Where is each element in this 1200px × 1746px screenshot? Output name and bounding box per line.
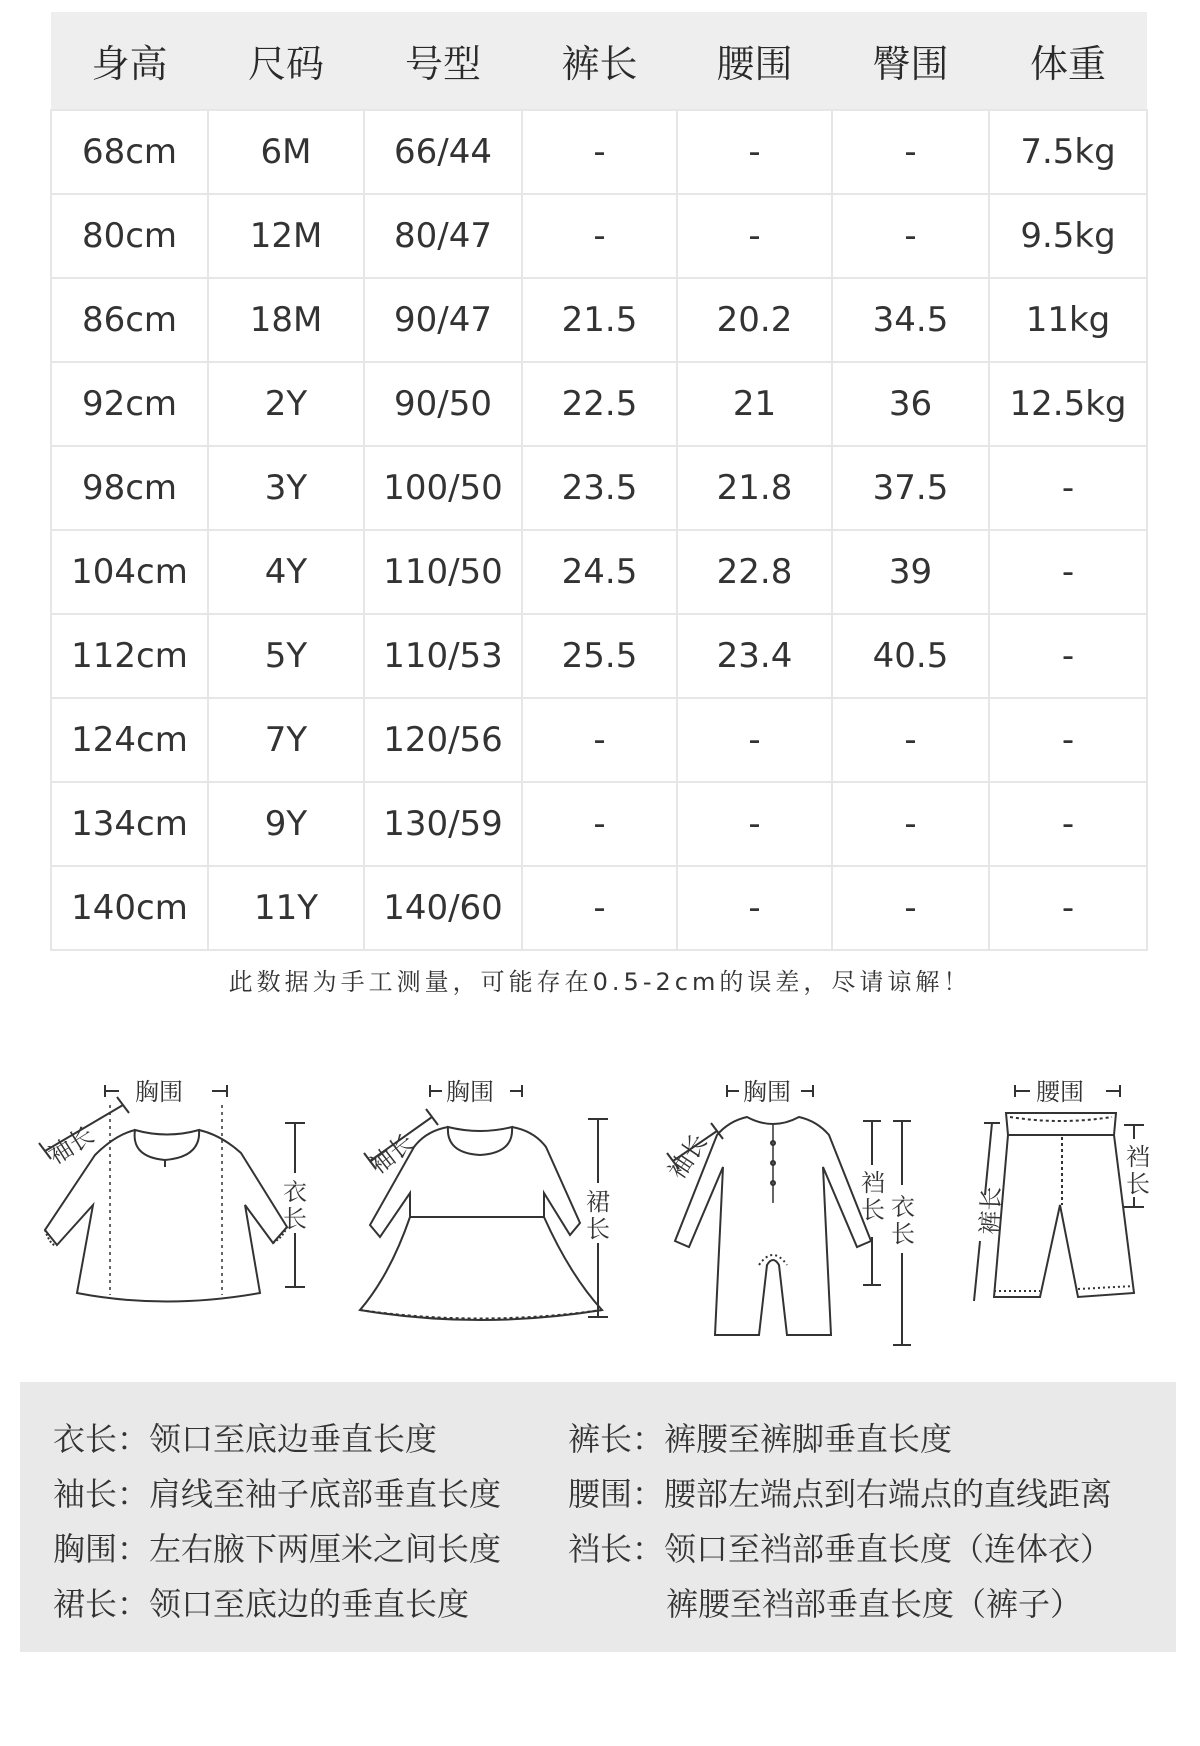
table-cell: 134cm [51, 782, 208, 866]
pants-length-label: 裤长 [976, 1186, 1006, 1236]
table-cell: 20.2 [677, 278, 832, 362]
table-cell: 12.5kg [989, 362, 1147, 446]
table-cell: 124cm [51, 698, 208, 782]
table-cell: - [989, 614, 1147, 698]
dress-length-label-b: 长 [586, 1215, 610, 1243]
table-cell: 36 [832, 362, 989, 446]
table-cell: 40.5 [832, 614, 989, 698]
table-cell: - [522, 782, 677, 866]
table-cell: - [832, 866, 989, 950]
table-row [51, 698, 1147, 782]
table-row [51, 362, 1147, 446]
table-cell: - [989, 782, 1147, 866]
table-cell: 110/50 [364, 530, 522, 614]
shirt-length-label-b: 长 [283, 1205, 307, 1233]
table-cell: - [832, 698, 989, 782]
table-cell: 6M [208, 110, 364, 194]
header-weight: 体重 [989, 12, 1147, 110]
shirt-chest-label: 胸围 [135, 1078, 183, 1106]
table-cell: 140/60 [364, 866, 522, 950]
romper-length-label-a: 衣 [891, 1193, 915, 1221]
table-cell: 39 [832, 530, 989, 614]
table-cell: 23.4 [677, 614, 832, 698]
table-cell: - [989, 698, 1147, 782]
table-cell: - [832, 110, 989, 194]
table-cell: 7Y [208, 698, 364, 782]
table-cell: - [989, 446, 1147, 530]
romper-length-label-b: 长 [891, 1220, 915, 1248]
legend-item-top-length: 衣长：领口至底边垂直长度 [53, 1420, 438, 1458]
pants-waist-label: 腰围 [1036, 1078, 1084, 1106]
table-row [51, 782, 1147, 866]
table-cell: 25.5 [522, 614, 677, 698]
table-row [51, 278, 1147, 362]
table-cell: 3Y [208, 446, 364, 530]
legend-item-crotch: 裆长：领口至裆部垂直长度（连体衣） [568, 1530, 1113, 1568]
table-cell: 12M [208, 194, 364, 278]
table-cell: 21.5 [522, 278, 677, 362]
header-pants-length: 裤长 [522, 12, 677, 110]
measurement-legend [20, 1382, 1176, 1652]
table-cell: - [989, 866, 1147, 950]
pants-crotch-label-b: 长 [1126, 1170, 1150, 1198]
table-cell: 11kg [989, 278, 1147, 362]
table-cell: 22.8 [677, 530, 832, 614]
table-row [51, 866, 1147, 950]
table-cell: 68cm [51, 110, 208, 194]
dress-sleeve-label: 袖长 [364, 1128, 420, 1180]
header-height: 身高 [51, 12, 208, 110]
table-cell: 92cm [51, 362, 208, 446]
table-cell: 104cm [51, 530, 208, 614]
dress-length-label-a: 裙 [586, 1188, 610, 1216]
romper-sleeve-label: 袖长 [662, 1128, 713, 1185]
table-cell: 18M [208, 278, 364, 362]
legend-item-crotch-pants: 裤腰至裆部垂直长度（裤子） [666, 1585, 1083, 1623]
table-row [51, 110, 1147, 194]
table-cell: - [677, 698, 832, 782]
table-cell: 34.5 [832, 278, 989, 362]
table-cell: - [832, 782, 989, 866]
pants-diagram [950, 1065, 1180, 1335]
table-cell: 7.5kg [989, 110, 1147, 194]
table-cell: - [677, 782, 832, 866]
table-cell: - [989, 530, 1147, 614]
table-row [51, 446, 1147, 530]
legend-item-sleeve: 袖长：肩线至袖子底部垂直长度 [53, 1475, 502, 1513]
table-row [51, 194, 1147, 278]
table-cell: - [522, 110, 677, 194]
header-waist: 腰围 [677, 12, 832, 110]
table-cell: 5Y [208, 614, 364, 698]
table-cell: 23.5 [522, 446, 677, 530]
table-cell: - [522, 194, 677, 278]
table-cell: 140cm [51, 866, 208, 950]
table-body [51, 110, 1147, 950]
table-header-row [51, 12, 1147, 110]
legend-left-column [53, 1414, 501, 1634]
table-row [51, 530, 1147, 614]
legend-item-skirt-length: 裙长：领口至底边的垂直长度 [53, 1585, 470, 1623]
table-cell: 100/50 [364, 446, 522, 530]
shirt-length-label-a: 衣 [283, 1178, 307, 1206]
shirt-sleeve-label: 袖长 [43, 1120, 99, 1171]
header-size: 尺码 [208, 12, 364, 110]
table-cell: 130/59 [364, 782, 522, 866]
table-cell: 11Y [208, 866, 364, 950]
table-cell: - [677, 110, 832, 194]
romper-chest-label: 胸围 [743, 1078, 791, 1106]
table-cell: 90/47 [364, 278, 522, 362]
legend-item-pants-length: 裤长：裤腰至裤脚垂直长度 [568, 1420, 953, 1458]
pants-crotch-label-a: 裆 [1126, 1143, 1150, 1171]
legend-item-chest: 胸围：左右腋下两厘米之间长度 [53, 1530, 502, 1568]
legend-item-waist: 腰围：腰部左端点到右端点的直线距离 [568, 1475, 1113, 1513]
table-cell: 9.5kg [989, 194, 1147, 278]
table-cell: 86cm [51, 278, 208, 362]
table-cell: - [832, 194, 989, 278]
header-fit: 号型 [364, 12, 522, 110]
table-cell: 80cm [51, 194, 208, 278]
dress-diagram [330, 1065, 630, 1335]
table-cell: 120/56 [364, 698, 522, 782]
table-cell: - [522, 866, 677, 950]
table-cell: 24.5 [522, 530, 677, 614]
shirt-diagram [15, 1065, 315, 1325]
romper-crotch-label-b: 长 [861, 1196, 885, 1224]
table-cell: 22.5 [522, 362, 677, 446]
table-cell: 66/44 [364, 110, 522, 194]
table-cell: 112cm [51, 614, 208, 698]
table-cell: 21.8 [677, 446, 832, 530]
dress-chest-label: 胸围 [446, 1078, 494, 1106]
romper-diagram [655, 1065, 935, 1355]
table-cell: 110/53 [364, 614, 522, 698]
table-cell: 9Y [208, 782, 364, 866]
table-cell: - [677, 194, 832, 278]
garment-diagrams [0, 1065, 1200, 1365]
table-cell: 37.5 [832, 446, 989, 530]
table-cell: 80/47 [364, 194, 522, 278]
legend-right-column [568, 1414, 1112, 1634]
header-hip: 臀围 [832, 12, 989, 110]
table-cell: 2Y [208, 362, 364, 446]
table-cell: - [677, 866, 832, 950]
size-table [50, 12, 1148, 951]
measurement-note: 此数据为手工测量，可能存在0.5-2cm的误差，尽请谅解！ [228, 968, 972, 996]
table-cell: 90/50 [364, 362, 522, 446]
table-row [51, 614, 1147, 698]
table-cell: 4Y [208, 530, 364, 614]
table-cell: 21 [677, 362, 832, 446]
romper-crotch-label-a: 裆 [861, 1169, 885, 1197]
table-cell: - [522, 698, 677, 782]
table-cell: 98cm [51, 446, 208, 530]
